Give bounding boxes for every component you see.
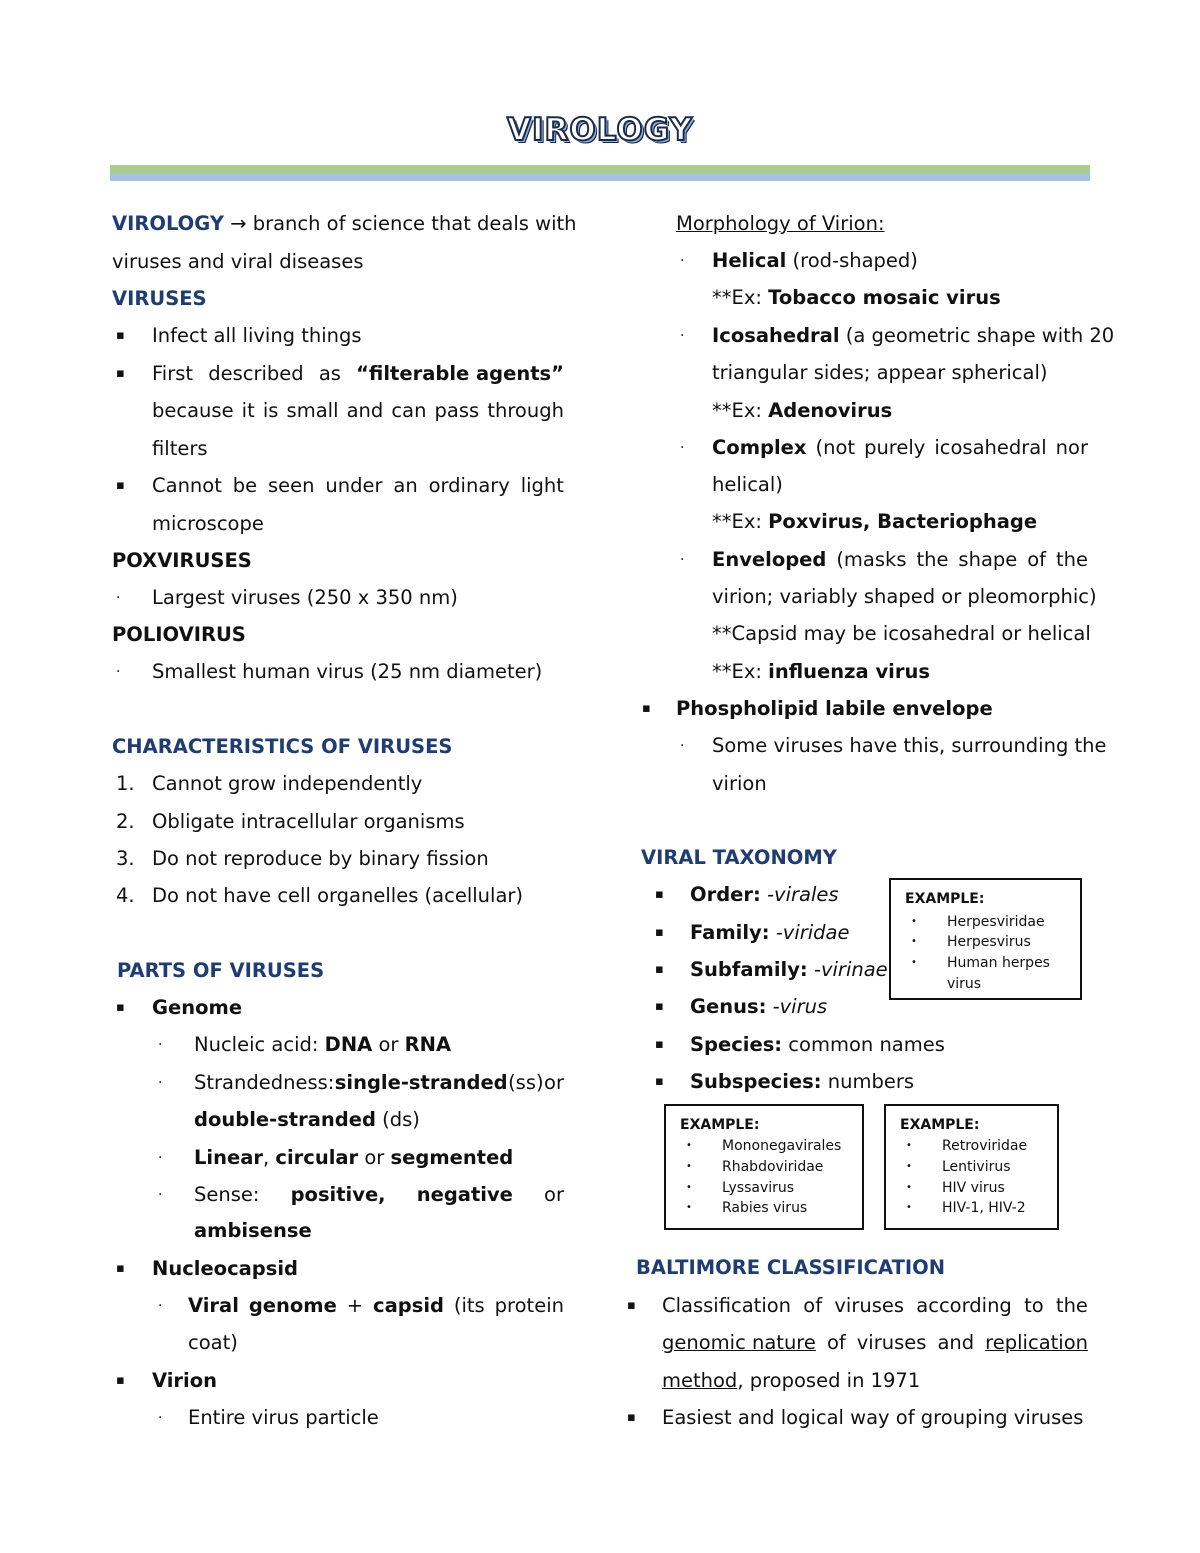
example-item: Lentivirus <box>942 1159 1011 1175</box>
example-title: EXAMPLE: <box>900 1117 980 1133</box>
word: pass <box>434 399 480 422</box>
dot-bullet-icon: · <box>680 738 685 754</box>
word: single-stranded <box>334 1071 508 1094</box>
square-bullet-icon: ▪ <box>116 478 125 493</box>
list-item-cont: helical) <box>712 473 783 496</box>
word: circular <box>275 1146 359 1169</box>
word: or <box>372 1033 405 1056</box>
virology-term: VIROLOGY <box>112 212 224 235</box>
square-bullet-icon: ▪ <box>655 925 664 940</box>
word: and <box>937 1331 975 1354</box>
list-number: 3. <box>116 847 135 870</box>
square-bullet-icon: ▪ <box>655 887 664 902</box>
square-bullet-icon: ▪ <box>116 1261 125 1276</box>
word: replication <box>985 1331 1088 1354</box>
word: Order: <box>690 883 761 906</box>
list-item <box>712 436 1088 460</box>
word: is <box>262 399 279 422</box>
list-item-cont: microscope <box>152 512 264 535</box>
word: it <box>241 399 255 422</box>
dot-bullet-icon: • <box>911 936 917 947</box>
example-item: Retroviridae <box>942 1138 1028 1154</box>
dot-bullet-icon: · <box>158 1410 163 1426</box>
list-item <box>194 1033 451 1057</box>
genome-label: Genome <box>152 996 243 1019</box>
list-number: 1. <box>116 772 135 795</box>
word: Tobacco mosaic virus <box>768 286 1001 309</box>
example-item: HIV virus <box>942 1180 1005 1196</box>
list-item-cont <box>194 1108 420 1132</box>
word: shape <box>958 548 1018 571</box>
word: viruses <box>834 1294 905 1317</box>
morphology-heading: Morphology of Virion: <box>676 212 885 235</box>
example-box <box>884 1104 1059 1230</box>
example-item: Mononegavirales <box>722 1138 842 1154</box>
list-number: 2. <box>116 810 135 833</box>
word: (a geometric shape with 20 <box>839 324 1115 347</box>
parts-heading: PARTS OF VIRUSES <box>117 959 325 982</box>
definition-text: branch of science that deals with <box>252 212 577 235</box>
word: -virales <box>760 883 839 906</box>
arrow-icon: → <box>230 212 247 235</box>
poliovirus-heading: POLIOVIRUS <box>112 623 246 646</box>
dot-bullet-icon: • <box>686 1161 692 1172</box>
dot-bullet-icon: · <box>158 1075 163 1091</box>
square-bullet-icon: ▪ <box>655 1074 664 1089</box>
square-bullet-icon: ▪ <box>116 366 125 381</box>
filterable-agents: “filterable agents” <box>356 362 564 385</box>
dot-bullet-icon: • <box>906 1161 912 1172</box>
list-item: Largest viruses (250 x 350 nm) <box>152 586 458 609</box>
list-item <box>690 883 839 907</box>
list-item <box>690 958 888 982</box>
word: nor <box>1055 436 1088 459</box>
example-line <box>712 286 1001 310</box>
example-line <box>712 660 930 684</box>
word: Complex <box>712 436 807 459</box>
word: can <box>391 399 427 422</box>
dot-bullet-icon: · <box>116 590 121 606</box>
word: segmented <box>390 1146 514 1169</box>
square-bullet-icon: ▪ <box>116 328 125 343</box>
dot-bullet-icon: · <box>158 1037 163 1053</box>
dot-bullet-icon: • <box>906 1140 912 1151</box>
word: of <box>803 1294 823 1317</box>
list-item: Cannot grow independently <box>152 772 423 795</box>
list-item-cont: virion; variably shaped or pleomorphic) <box>712 585 1097 608</box>
list-item-cont: virion <box>712 772 767 795</box>
example-line <box>712 510 1037 534</box>
word: protein <box>494 1294 564 1317</box>
word: -viridae <box>769 921 850 944</box>
word: Icosahedral <box>712 324 840 347</box>
word: be <box>232 474 258 497</box>
example-item: virus <box>947 976 982 992</box>
example-title: EXAMPLE: <box>680 1117 760 1133</box>
square-bullet-icon: ▪ <box>116 1373 125 1388</box>
list-item <box>712 324 1114 348</box>
example-item: Lyssavirus <box>722 1180 795 1196</box>
word: Genus: <box>690 995 767 1018</box>
word: **Ex: <box>712 510 769 533</box>
word: the <box>1055 1294 1088 1317</box>
poxviruses-heading: POXVIRUSES <box>112 549 252 572</box>
word: (its <box>453 1294 485 1317</box>
example-item: Human herpes <box>947 955 1050 971</box>
word: purely <box>864 436 926 459</box>
list-item <box>152 474 564 498</box>
example-box <box>664 1104 864 1230</box>
word: to <box>1024 1294 1044 1317</box>
word: Adenovirus <box>768 399 893 422</box>
list-item <box>690 1033 945 1057</box>
word: + <box>346 1294 364 1317</box>
list-item <box>194 1146 513 1170</box>
word: or <box>358 1146 391 1169</box>
word: **Ex: <box>712 286 769 309</box>
example-item: Herpesvirus <box>947 934 1031 950</box>
dot-bullet-icon: • <box>911 957 917 968</box>
word: DNA <box>324 1033 373 1056</box>
list-item: Easiest and logical way of grouping viruses <box>662 1406 1084 1429</box>
square-bullet-icon: ▪ <box>116 1000 125 1015</box>
phospholipid-label: Phospholipid labile envelope <box>676 697 993 720</box>
word: as <box>318 362 341 385</box>
dot-bullet-icon: • <box>911 916 917 927</box>
word: (masks <box>836 548 907 571</box>
square-bullet-icon: ▪ <box>642 701 651 716</box>
word: according <box>916 1294 1012 1317</box>
word: or <box>544 1071 564 1094</box>
square-bullet-icon: ▪ <box>627 1410 636 1425</box>
square-bullet-icon: ▪ <box>655 1037 664 1052</box>
example-item: Rabies virus <box>722 1200 808 1216</box>
virology-definition <box>112 212 577 236</box>
word: , proposed in 1971 <box>737 1369 921 1392</box>
word: and <box>346 399 384 422</box>
list-item-cont: ambisense <box>194 1219 312 1242</box>
word: described <box>208 362 304 385</box>
list-item <box>712 249 918 273</box>
baltimore-heading: BALTIMORE CLASSIFICATION <box>636 1256 946 1279</box>
word: Enveloped <box>712 548 827 571</box>
list-item-cont: triangular sides; appear spherical) <box>712 361 1048 384</box>
word: influenza virus <box>768 660 930 683</box>
title-rule-blue <box>110 173 1090 181</box>
list-item: Do not reproduce by binary fission <box>152 847 489 870</box>
list-number: 4. <box>116 884 135 907</box>
list-item: Infect all living things <box>152 324 362 347</box>
title-rule-green <box>110 165 1090 173</box>
word: Strandedness: <box>194 1071 335 1094</box>
viruses-heading: VIRUSES <box>112 287 207 310</box>
dot-bullet-icon: · <box>680 253 685 269</box>
list-item <box>194 1183 564 1207</box>
example-item: Rhabdoviridae <box>722 1159 824 1175</box>
word: through <box>487 399 564 422</box>
list-item <box>152 362 564 386</box>
word: **Ex: <box>712 660 769 683</box>
word: Subfamily: <box>690 958 808 981</box>
word: Viral <box>188 1294 239 1317</box>
word: Species: <box>690 1033 783 1056</box>
word: or <box>544 1183 564 1206</box>
word: an <box>393 474 418 497</box>
word: RNA <box>404 1033 452 1056</box>
word: -virinae <box>807 958 888 981</box>
word: (not <box>815 436 856 459</box>
dot-bullet-icon: · <box>158 1187 163 1203</box>
list-item: Obligate intracellular organisms <box>152 810 465 833</box>
list-item-cont <box>662 1369 920 1393</box>
word: Family: <box>690 921 770 944</box>
word: Helical <box>712 249 787 272</box>
dot-bullet-icon: · <box>680 440 685 456</box>
word: Subspecies: <box>690 1070 822 1093</box>
list-item <box>690 921 850 945</box>
word: of <box>1027 548 1047 571</box>
word: seen <box>267 474 315 497</box>
dot-bullet-icon: • <box>686 1182 692 1193</box>
list-item: Some viruses have this, surrounding the <box>712 734 1107 757</box>
word: double-stranded <box>194 1108 376 1131</box>
word: the <box>1055 548 1088 571</box>
word: ordinary <box>428 474 510 497</box>
dot-bullet-icon: • <box>906 1182 912 1193</box>
word: small <box>286 399 339 422</box>
dot-bullet-icon: · <box>680 328 685 344</box>
word: genome <box>248 1294 337 1317</box>
word: , <box>263 1146 276 1169</box>
dot-bullet-icon: · <box>158 1150 163 1166</box>
list-item-cont <box>662 1331 1088 1355</box>
word: negative <box>416 1183 513 1206</box>
word: Nucleic acid: <box>194 1033 325 1056</box>
list-item-cont: coat) <box>188 1331 238 1354</box>
virion-label: Virion <box>152 1369 218 1392</box>
list-item-cont: filters <box>152 437 208 460</box>
dot-bullet-icon: · <box>680 552 685 568</box>
word: (ss) <box>508 1071 544 1094</box>
taxonomy-heading: VIRAL TAXONOMY <box>641 846 837 869</box>
list-item <box>690 995 827 1019</box>
list-item <box>662 1294 1088 1318</box>
list-item: Entire virus particle <box>188 1406 379 1429</box>
word: (ds) <box>375 1108 420 1131</box>
list-item <box>188 1294 564 1318</box>
word: Linear <box>194 1146 263 1169</box>
word: Cannot <box>152 474 222 497</box>
word: under <box>325 474 383 497</box>
list-item: Smallest human virus (25 nm diameter) <box>152 660 543 683</box>
list-item-cont: **Capsid may be icosahedral or helical <box>712 622 1091 645</box>
word: capsid <box>373 1294 444 1317</box>
example-box <box>889 878 1082 1000</box>
example-line <box>712 399 892 423</box>
word: -virus <box>766 995 828 1018</box>
word: Poxvirus, Bacteriophage <box>768 510 1038 533</box>
word: method <box>662 1369 738 1392</box>
example-item: Herpesviridae <box>947 914 1045 930</box>
dot-bullet-icon: • <box>906 1202 912 1213</box>
word: Sense: <box>194 1183 260 1206</box>
word: viruses <box>856 1331 927 1354</box>
list-item-cont <box>152 399 564 423</box>
word: because <box>152 399 234 422</box>
word: **Ex: <box>712 399 769 422</box>
word: icosahedral <box>934 436 1047 459</box>
dot-bullet-icon: • <box>686 1140 692 1151</box>
word: First <box>152 362 194 385</box>
dot-bullet-icon: · <box>116 664 121 680</box>
list-item <box>712 548 1088 572</box>
page-title: VIROLOGY <box>507 112 693 148</box>
dot-bullet-icon: • <box>686 1202 692 1213</box>
word: numbers <box>821 1070 915 1093</box>
word: positive, <box>290 1183 386 1206</box>
list-item <box>690 1070 914 1094</box>
example-item: HIV-1, HIV-2 <box>942 1200 1026 1216</box>
list-item <box>194 1071 564 1095</box>
square-bullet-icon: ▪ <box>655 999 664 1014</box>
word: of <box>826 1331 846 1354</box>
word: genomic nature <box>662 1331 816 1354</box>
word: common names <box>782 1033 945 1056</box>
example-title: EXAMPLE: <box>905 891 985 907</box>
square-bullet-icon: ▪ <box>627 1298 636 1313</box>
list-item: Do not have cell organelles (acellular) <box>152 884 524 907</box>
word: Classification <box>662 1294 792 1317</box>
nucleocapsid-label: Nucleocapsid <box>152 1257 298 1280</box>
definition-text-cont: viruses and viral diseases <box>112 250 364 273</box>
word: the <box>916 548 949 571</box>
dot-bullet-icon: · <box>158 1298 163 1314</box>
word: (rod-shaped) <box>786 249 918 272</box>
square-bullet-icon: ▪ <box>655 962 664 977</box>
characteristics-heading: CHARACTERISTICS OF VIRUSES <box>112 735 453 758</box>
word: light <box>520 474 564 497</box>
